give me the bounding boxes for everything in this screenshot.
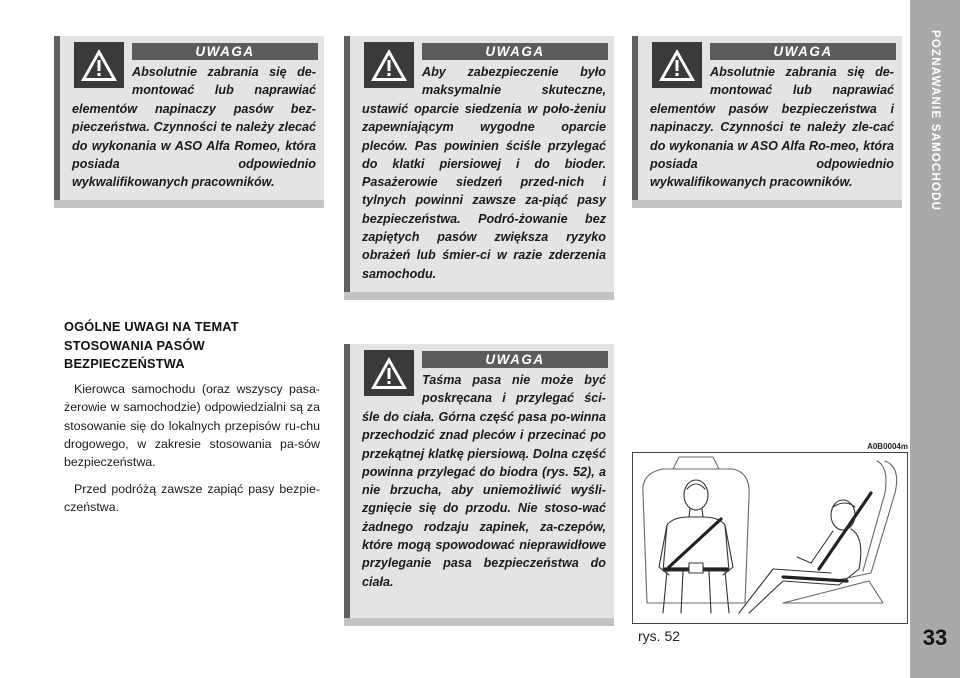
warning-triangle-icon <box>74 42 124 88</box>
warning-lead-line: Aby zabezpieczenie było <box>422 65 606 79</box>
warning-triangle-icon <box>364 42 414 88</box>
seatbelt-illustration <box>632 452 908 624</box>
warning-triangle-icon <box>364 350 414 396</box>
warning-box-3 <box>632 36 902 200</box>
section-title-vertical: POZNAWANIE SAMOCHODU <box>929 30 941 212</box>
warning-label: UWAGA <box>422 351 608 368</box>
seatbelt-drawing <box>633 453 907 623</box>
warning-text: śle do ciała. Górna część pasa po-winna przechodzić znad pleców i przecinać po przekątnej klatkę piersiową. Dolna część powinna przylegać do biodra (rys. 52), a nie brzucha, aby uniemożliwić wyśli-zgnięcie się do przodu. Nie stoso-wać żadnego rodzaju zapinek, za-czepów, które mogą spowodować nieprawidłowe przyleganie pasa bezpieczeństwa do ciała. <box>362 410 606 589</box>
warning-lead-line: maksymalnie skuteczne, <box>422 83 606 98</box>
figure-code: A0B0004m <box>867 442 908 451</box>
warning-lead-line: montować lub naprawiać <box>132 83 316 98</box>
warning-label: UWAGA <box>710 43 896 60</box>
warning-text: elementów pasów bezpieczeństwa i napinaczy. Czynności te należy zle-cać do wykonania w ASO Alfa Ro-meo, która posiada odpowiednio wykwalifikowanych pracowników. <box>650 102 894 190</box>
warning-lead-line: poskręcana i przylegać ści- <box>422 391 606 406</box>
warning-lead-line: Absolutnie zabrania się de- <box>132 65 316 79</box>
warning-label: UWAGA <box>422 43 608 60</box>
warning-box-2 <box>344 36 614 292</box>
warning-lead-line: montować lub naprawiać <box>710 83 894 98</box>
warning-text: elementów napinaczy pasów bez-pieczeństwa. Czynności te należy zlecać do wykonania w ASO Alfa Romeo, która posiada odpowiednio wykwalifikowanych pracowników. <box>72 102 316 190</box>
warning-box-1 <box>54 36 324 200</box>
warning-box-4 <box>344 344 614 618</box>
figure-caption: rys. 52 <box>638 628 681 644</box>
warning-triangle-icon <box>652 42 702 88</box>
body-paragraph: Przed podróżą zawsze zapiąć pasy bezpie-czeństwa. <box>64 482 320 515</box>
warning-label: UWAGA <box>132 43 318 60</box>
warning-lead-line: Absolutnie zabrania się de- <box>710 65 894 79</box>
page-number: 33 <box>922 625 948 650</box>
warning-lead-line: Taśma pasa nie może być <box>422 373 606 387</box>
section-heading: OGÓLNE UWAGI NA TEMAT STOSOWANIA PASÓW BEZPIECZEŃSTWA <box>64 319 239 371</box>
body-paragraph: Kierowca samochodu (oraz wszyscy pasa-żerowie w samochodzie) odpowiedzialni są za stosowanie się do lokalnych przepisów ru-chu drogowego, w zakresie stosowania pa-sów bezpieczeństwa. <box>64 382 320 470</box>
warning-text: ustawić oparcie siedzenia w poło-żeniu zapewniającym wygodne oparcie pleców. Pas powinien ściśle przylegać do klatki piersiowej i do bioder. Pasażerowie siedzeń przed-nich i tylnych powinni zawsze za-piąć pasy bezpieczeństwa. Podró-żowanie bez zapiętych pasów zwiększa ryzyko obrażeń lub śmier-ci w razie zderzenia samochodu. <box>362 102 606 281</box>
